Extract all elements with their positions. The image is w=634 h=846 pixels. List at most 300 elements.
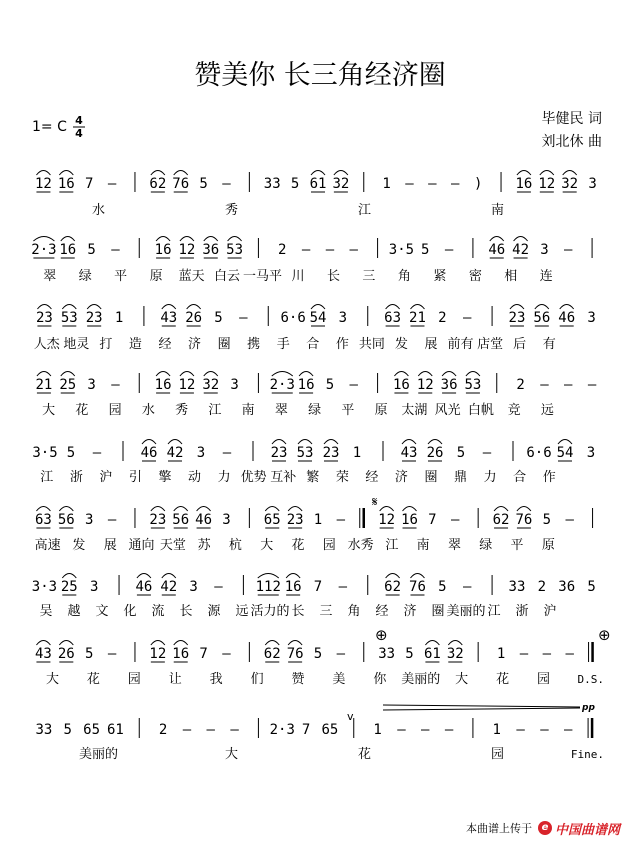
music-systems (31, 171, 604, 763)
note: 2 (278, 242, 287, 258)
lyric-word: 南 (416, 538, 430, 553)
note: – (516, 722, 525, 738)
slur (265, 507, 279, 512)
lyric-word: 大 (224, 747, 239, 762)
lyric-word: 美丽的 (78, 747, 119, 762)
slur (180, 372, 194, 377)
note: 16 (392, 377, 410, 393)
note: 16 (297, 377, 315, 393)
note: 5 (421, 242, 430, 258)
note: 76 (172, 176, 190, 192)
note: 2·3 (269, 722, 295, 738)
note: 65 (263, 512, 281, 528)
note: 5 (84, 646, 94, 662)
note: – (564, 722, 573, 738)
lyric-word: 江 (487, 604, 501, 619)
lyric-word: 绿 (78, 269, 92, 284)
lyric-word: 经 (375, 604, 389, 619)
lyric-word: 圈 (431, 604, 445, 619)
note: 16 (154, 377, 172, 393)
lyric-word: 作 (542, 470, 556, 485)
lyric-word: 活力的 (250, 604, 290, 619)
note: 36 (202, 242, 220, 258)
note: 53 (296, 445, 314, 461)
lyric-word: 济 (188, 337, 202, 352)
note: 62 (492, 512, 510, 528)
note: 5 (66, 445, 76, 461)
lyric-word: 手 (276, 337, 290, 352)
slur (151, 641, 165, 646)
note: – (587, 377, 597, 393)
note: – (462, 310, 472, 326)
slur (510, 305, 524, 310)
lyric-word: 圈 (424, 470, 438, 485)
note: 3 (586, 445, 596, 461)
note: 1 (352, 445, 362, 461)
note: 1 (114, 310, 124, 326)
note: 25 (59, 377, 77, 393)
lyric-word: 远 (235, 604, 249, 619)
lyric-word: 竞 (507, 403, 521, 418)
composer-credit: 刘北休 曲 (541, 134, 602, 150)
lyricist-credit: 毕健民 词 (541, 111, 602, 127)
slur (151, 171, 165, 176)
note: 1 (496, 646, 506, 662)
note: ) (473, 176, 483, 192)
note: – (336, 646, 346, 662)
slur (448, 641, 462, 646)
slur (197, 507, 211, 512)
note: 33 (378, 646, 396, 662)
slur (288, 507, 302, 512)
slur (187, 305, 201, 310)
note: 5 (290, 176, 300, 192)
note: 16 (57, 176, 75, 192)
lyric-word: 动 (188, 470, 202, 485)
lyric-word: 水 (141, 403, 155, 418)
lyric-word: 文 (95, 604, 109, 619)
note: 43 (35, 646, 52, 662)
note: 53 (226, 242, 244, 258)
note: 25 (60, 579, 78, 595)
lyric-word: 白云 (214, 269, 241, 284)
lyric-word: 川 (291, 269, 305, 284)
lyric-word: 连 (539, 269, 553, 284)
lyric-word: 远 (540, 403, 554, 418)
note: – (92, 445, 102, 461)
time-signature-top: 4 (75, 114, 83, 127)
note: – (325, 242, 335, 258)
note: 7 (84, 176, 94, 192)
note: 54 (309, 310, 327, 326)
note: – (222, 646, 231, 662)
note: 3·5 (32, 445, 58, 461)
note: 26 (426, 445, 444, 461)
breath-mark: v (347, 710, 354, 723)
note: 2 (438, 310, 447, 326)
note: – (301, 242, 311, 258)
slur (517, 507, 531, 512)
note: 1 (313, 512, 323, 528)
note: 33 (263, 176, 281, 192)
note: 6·6 (280, 310, 306, 326)
lyric-word: 荣 (335, 470, 349, 485)
note: 33 (35, 722, 53, 738)
note: 36 (440, 377, 458, 393)
slur (386, 305, 400, 310)
note: – (444, 242, 454, 258)
slur (142, 440, 156, 445)
note: 16 (59, 242, 77, 258)
slur (442, 372, 456, 377)
note: 5 (587, 579, 596, 595)
lyric-word: 太湖 (401, 403, 428, 418)
lyric-word: 化 (123, 604, 137, 619)
note: 16 (401, 512, 418, 528)
lyric-word: 赞 (291, 672, 305, 687)
coda-mark-2: ⊕ (598, 626, 611, 644)
slur (402, 440, 416, 445)
note: 62 (149, 176, 167, 192)
note: – (564, 377, 573, 393)
note: 46 (140, 445, 158, 461)
lyric-word: 合 (306, 337, 320, 352)
note: 53 (464, 377, 482, 393)
lyric-word: 有 (542, 337, 556, 352)
note: – (451, 176, 460, 192)
lyric-word: 三 (362, 269, 376, 284)
key-signature: 1= C (32, 119, 67, 135)
logo-icon: e (538, 821, 552, 835)
lyric-word: 一马平 (243, 269, 283, 284)
lyric-word: 水秀 (347, 538, 374, 553)
lyric-word: 天堂 (159, 538, 186, 553)
note: 2 (516, 377, 525, 393)
slur (174, 171, 188, 176)
slur (272, 372, 293, 377)
note: – (338, 579, 348, 595)
lyric-word: 原 (374, 403, 388, 418)
note: 3 (230, 377, 239, 393)
lyric-word: 平 (510, 538, 524, 553)
slur (162, 574, 176, 579)
lyric-word: 合 (513, 470, 527, 485)
footer (466, 817, 620, 839)
slur (514, 237, 528, 242)
note: 62 (384, 579, 402, 595)
note: – (349, 242, 358, 258)
lyric-word: 南 (490, 203, 505, 218)
slur (428, 440, 442, 445)
lyric-word: 优势 (240, 470, 267, 485)
lyric-word: 三 (319, 604, 333, 619)
lyric-word: 翠 (274, 403, 288, 418)
note: 23 (149, 512, 167, 528)
note: – (462, 579, 472, 595)
lyric-word: 浙 (515, 604, 529, 619)
lyric-word: 鼎 (454, 470, 468, 485)
note: – (111, 377, 120, 393)
lyric-word: 江 (357, 203, 372, 218)
note: 12 (538, 176, 556, 192)
note: – (482, 445, 492, 461)
lyric-word: 前有 (447, 337, 474, 352)
note: – (564, 242, 573, 258)
note: 5 (313, 646, 323, 662)
note: – (107, 176, 117, 192)
note: 21 (35, 377, 53, 393)
site-logo[interactable] (538, 819, 620, 838)
time-signature-bottom: 4 (75, 127, 83, 140)
slur (87, 305, 101, 310)
lyric-word: 角 (397, 269, 411, 284)
note: 56 (533, 310, 551, 326)
note: 1 (492, 722, 501, 738)
slur (298, 440, 312, 445)
lyric-word: 花 (357, 747, 372, 762)
note: 3 (540, 242, 549, 258)
lyric-word: 打 (99, 337, 113, 352)
note: 32 (202, 377, 220, 393)
lyric-word: 人杰 (33, 337, 60, 352)
note: – (182, 722, 192, 738)
slur (36, 641, 50, 646)
slur (466, 372, 480, 377)
slur (59, 171, 73, 176)
slur (62, 305, 76, 310)
slur (386, 574, 400, 579)
slur (37, 372, 51, 377)
note: 42 (512, 242, 530, 258)
slur (334, 171, 348, 176)
note: 54 (556, 445, 574, 461)
slur (311, 171, 325, 176)
note: 61 (106, 722, 124, 738)
lyric-word: 繁 (306, 470, 320, 485)
slur (33, 237, 54, 242)
note: 76 (286, 646, 304, 662)
note: 5 (325, 377, 335, 393)
lyric-word: 济 (394, 470, 408, 485)
lyric-word: 江 (40, 470, 54, 485)
lyric-word: 后 (513, 337, 527, 352)
slur (517, 171, 531, 176)
note: 32 (446, 646, 464, 662)
lyric-word: 经 (365, 470, 379, 485)
note: – (336, 512, 346, 528)
note: – (519, 646, 529, 662)
lyric-word: 源 (207, 604, 221, 619)
note: 16 (515, 176, 533, 192)
note: 46 (195, 512, 213, 528)
note: 33 (508, 579, 526, 595)
note: 23 (322, 445, 340, 461)
note: 26 (57, 646, 75, 662)
lyric-word: 绿 (308, 403, 322, 418)
lyric-word: 园 (537, 672, 551, 687)
note: – (222, 445, 232, 461)
slur (168, 440, 182, 445)
note: 42 (160, 579, 178, 595)
note: – (111, 242, 120, 258)
note: 43 (160, 310, 178, 326)
lyric-word: 花 (291, 538, 305, 553)
song-title: 赞美你 长三角经济圈 (194, 60, 446, 91)
slur (540, 171, 554, 176)
note: – (451, 512, 460, 528)
note: 2 (158, 722, 168, 738)
end-mark: Fine. (570, 748, 604, 761)
note: – (397, 722, 406, 738)
note: 76 (409, 579, 426, 595)
lyric-word: 秀 (224, 203, 239, 218)
lyric-word: 江 (208, 403, 222, 418)
note: 5 (456, 445, 466, 461)
note: 65 (83, 722, 101, 738)
note: – (107, 512, 117, 528)
slur (272, 440, 286, 445)
note: – (565, 512, 574, 528)
lyric-word: 造 (128, 337, 142, 352)
segno-mark: 𝄋 (372, 495, 378, 510)
note: 12 (35, 176, 52, 192)
slur (299, 372, 313, 377)
note: 7 (199, 646, 208, 662)
lyric-word: 力 (217, 470, 231, 485)
note: 12 (149, 646, 167, 662)
slur (61, 372, 75, 377)
lyric-word: 店堂 (477, 337, 504, 352)
lyric-word: 越 (67, 604, 81, 619)
slur (137, 574, 151, 579)
lyric-word: 密 (468, 269, 482, 284)
note: – (206, 722, 215, 738)
note: 3·5 (388, 242, 415, 258)
note: 65 (321, 722, 339, 738)
slur (410, 305, 424, 310)
slur (36, 507, 50, 512)
slur (560, 305, 574, 310)
note: 3·3 (31, 579, 58, 595)
slur (558, 440, 572, 445)
note: – (540, 377, 549, 393)
note: 6·6 (526, 445, 552, 461)
lyric-word: 流 (151, 604, 165, 619)
note: 46 (558, 310, 576, 326)
note: 76 (515, 512, 533, 528)
note: – (239, 310, 248, 326)
slur (156, 372, 170, 377)
note: – (349, 377, 358, 393)
lyric-word: 绿 (479, 538, 493, 553)
lyric-word: 原 (149, 269, 163, 284)
note: 16 (172, 646, 190, 662)
lyric-word: 园 (108, 403, 122, 418)
slur (265, 641, 279, 646)
lyric-word: 苏 (197, 538, 211, 553)
lyric-word: 江 (385, 538, 399, 553)
slur (156, 237, 170, 242)
note: 5 (542, 512, 552, 528)
lyric-word: 展 (103, 538, 117, 553)
note: 12 (378, 512, 396, 528)
lyric-word: 翠 (447, 538, 461, 553)
lyric-word: 展 (424, 337, 438, 352)
lyric-word: 园 (127, 672, 141, 687)
lyric-word: 大 (42, 403, 56, 418)
lyric-word: 美丽的 (401, 672, 441, 687)
lyric-word: 沪 (99, 470, 113, 485)
lyric-word: 美 (332, 672, 346, 687)
lyric-word: 携 (247, 337, 261, 352)
lyric-word: 高速 (34, 538, 61, 553)
lyric-word: 济 (403, 604, 417, 619)
note: – (230, 722, 239, 738)
lyric-word: 长 (179, 604, 193, 619)
note: 5 (63, 722, 72, 738)
lyric-word: 地灵 (63, 337, 90, 352)
lyric-word: 蓝天 (178, 269, 205, 284)
note: 12 (178, 242, 196, 258)
note: 23 (286, 512, 304, 528)
slur (494, 507, 508, 512)
note: 3 (338, 310, 348, 326)
slur (204, 372, 218, 377)
note: 5 (87, 242, 96, 258)
note: – (421, 722, 430, 738)
note: 23 (85, 310, 103, 326)
note: – (214, 579, 223, 595)
lyric-word: 通向 (128, 538, 155, 553)
note: 3 (196, 445, 206, 461)
note: 32 (332, 176, 350, 192)
note: 46 (488, 242, 506, 258)
note: – (542, 646, 552, 662)
note: 3 (588, 176, 597, 192)
logo-text: 中国曲谱网 (554, 822, 620, 838)
note: 3 (89, 579, 99, 595)
lyric-word: 大 (260, 538, 274, 553)
note: 23 (508, 310, 526, 326)
lyric-word: 共同 (358, 337, 385, 352)
slur (288, 641, 302, 646)
slur (61, 237, 75, 242)
dynamic-pp: pp (582, 703, 595, 713)
note: 26 (185, 310, 203, 326)
note: – (222, 176, 231, 192)
note: – (405, 176, 414, 192)
note: 16 (154, 242, 172, 258)
lyric-word: 作 (335, 337, 349, 352)
note: 32 (561, 176, 579, 192)
slur (162, 305, 176, 310)
slur (36, 171, 50, 176)
lyric-word: 力 (483, 470, 497, 485)
note: 61 (309, 176, 327, 192)
lyric-word: 们 (250, 672, 264, 687)
slur (59, 507, 73, 512)
lyric-word: 花 (86, 672, 100, 687)
lyric-word: 圈 (217, 337, 231, 352)
slur (62, 574, 76, 579)
note: – (565, 646, 574, 662)
slur (410, 574, 424, 579)
slur (394, 372, 408, 377)
note: 3 (84, 512, 94, 528)
slur (324, 440, 338, 445)
lyric-word: 秀 (175, 403, 189, 418)
dynamic-hairpin-bottom (383, 708, 580, 710)
